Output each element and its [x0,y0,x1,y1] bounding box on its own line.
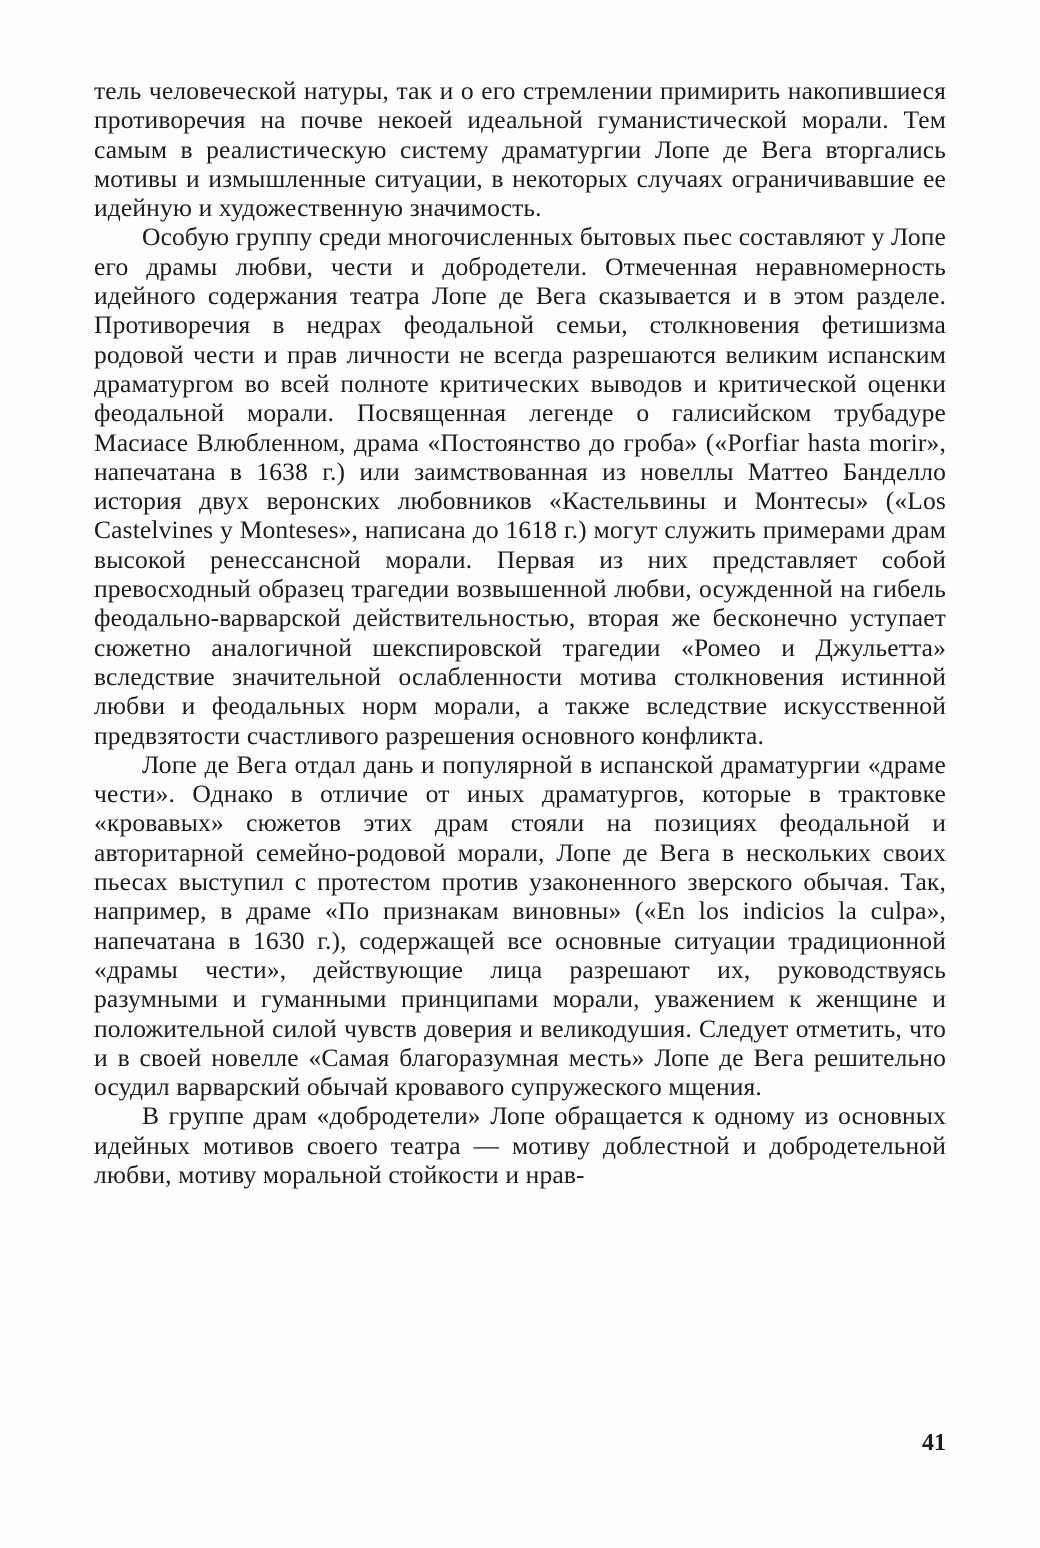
paragraph-4: В группе драм «добродетели» Лопе обращается к одному из основных идейных мотивов своего театра — мотиву доблестной и добродетельной любви, мотиву моральной стойкости и нрав- [94,1101,946,1189]
paragraph-1: тель человеческой натуры, так и о его стремлении примирить накопившиеся противоречия на почве некоей идеальной гуманистической морали. Тем самым в реалистическую систему драматургии Лопе де Вега вторгались мотивы и измышленные ситуации, в некоторых случаях ограничивавшие ее идейную и художественную значимость. [94,76,946,223]
paragraph-2: Особую группу среди многочисленных бытовых пьес составляют у Лопе его драмы любви, чести и добродетели. Отмеченная неравномерность идейного содержания театра Лопе де Вега сказывается и в этом разделе. Противоречия в недрах феодальной семьи, столкновения фетишизма родовой чести и прав личности не всегда разрешаются великим испанским драматургом во всей полноте критических выводов и критической оценки феодальной морали. Посвященная легенде о галисийском трубадуре Масиасе Влюбленном, драма «Постоянство до гроба» («Porfiar hasta morir», напечатана в 1638 г.) или заимствованная из новеллы Маттео Банделло история двух веронских любовников «Кастельвины и Монтесы» («Los Castelvines y Monteses», написана до 1618 г.) могут служить примерами драм высокой ренессансной морали. Первая из них представляет собой превосходный образец трагедии возвышенной любви, осужденной на гибель феодально-варварской действительностью, вторая же бесконечно уступает сюжетно аналогичной шекспировской трагедии «Ромео и Джульетта» вследствие значительной ослабленности мотива столкновения истинной любви и феодальных норм морали, а также вследствие искусственной предвзятости счастливого разрешения основного конфликта. [94,222,946,750]
page-body-text [94,76,946,1189]
page-number: 41 [922,1430,946,1456]
paragraph-3: Лопе де Вега отдал дань и популярной в испанской драматургии «драме чести». Однако в отличие от иных драматургов, которые в трактовке «кровавых» сюжетов этих драм стояли на позициях феодальной и авторитарной семейно-родовой морали, Лопе де Вега в нескольких своих пьесах выступил с протестом против узаконенного зверского обычая. Так, например, в драме «По признакам виновны» («En los indicios la culpa», напечатана в 1630 г.), содержащей все основные ситуации традиционной «драмы чести», действующие лица разрешают их, руководствуясь разумными и гуманными принципами морали, уважением к женщине и положительной силой чувств доверия и великодушия. Следует отметить, что и в своей новелле «Самая благоразумная месть» Лопе де Вега решительно осудил варварский обычай кровавого супружеского мщения. [94,749,946,1102]
